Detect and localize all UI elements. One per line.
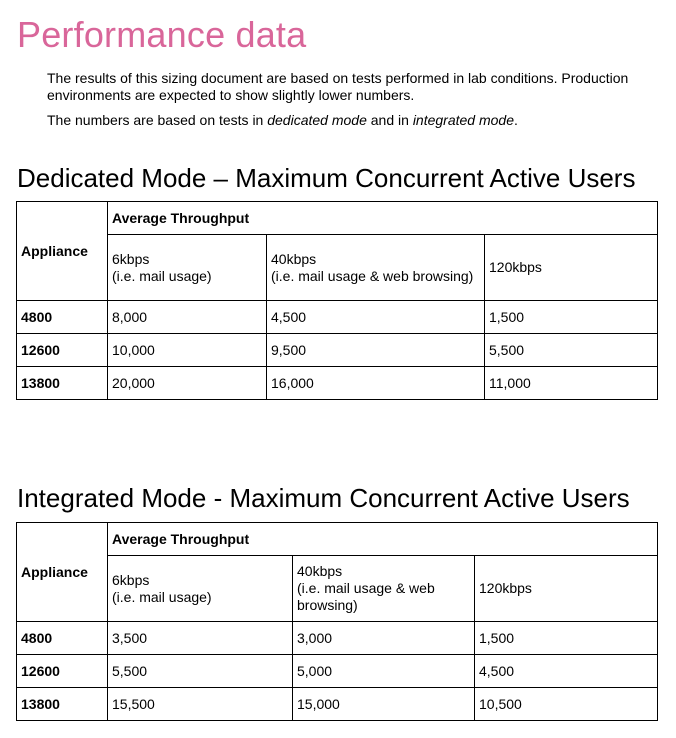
column-header-6kbps: 6kbps (i.e. mail usage) [108,556,293,622]
throughput-header: Average Throughput [108,523,658,556]
appliance-cell: 13800 [17,688,108,721]
value-cell: 15,000 [293,688,475,721]
table-header-row [17,523,658,556]
integrated-table [16,522,658,721]
column-header-120kbps: 120kbps [485,235,658,301]
appliance-cell: 12600 [17,334,108,367]
dedicated-mode-emphasis: dedicated mode [267,112,367,128]
value-cell: 11,000 [485,367,658,400]
value-cell: 3,500 [108,622,293,655]
table-row [17,301,658,334]
value-cell: 3,000 [293,622,475,655]
column-header-40kbps: 40kbps (i.e. mail usage & web browsing) [267,235,485,301]
dedicated-table [16,201,658,400]
value-cell: 4,500 [475,655,658,688]
value-cell: 1,500 [485,301,658,334]
intro-paragraph-2 [47,112,667,129]
appliance-cell: 13800 [17,367,108,400]
integrated-section-title: Integrated Mode - Maximum Concurrent Active Users [17,483,630,513]
value-cell: 10,500 [475,688,658,721]
intro-p2-mid: and in [366,112,413,128]
value-cell: 15,500 [108,688,293,721]
appliance-header: Appliance [17,523,108,622]
value-cell: 5,500 [485,334,658,367]
dedicated-section-title: Dedicated Mode – Maximum Concurrent Active Users [17,163,636,193]
value-cell: 1,500 [475,622,658,655]
value-cell: 4,500 [267,301,485,334]
appliance-cell: 12600 [17,655,108,688]
appliance-cell: 4800 [17,301,108,334]
value-cell: 5,500 [108,655,293,688]
value-cell: 8,000 [108,301,267,334]
table-row [17,622,658,655]
intro-p2-suffix: . [514,112,518,128]
appliance-header: Appliance [17,202,108,301]
column-header-40kbps: 40kbps (i.e. mail usage & web browsing) [293,556,475,622]
table-subheader-row [17,235,658,301]
table-header-row [17,202,658,235]
appliance-cell: 4800 [17,622,108,655]
value-cell: 20,000 [108,367,267,400]
column-header-6kbps: 6kbps (i.e. mail usage) [108,235,267,301]
throughput-header: Average Throughput [108,202,658,235]
intro-paragraph-1: The results of this sizing document are based on tests performed in lab conditions. Production environments are expected to show slightly lower numbers. [47,70,629,103]
table-row [17,655,658,688]
value-cell: 5,000 [293,655,475,688]
value-cell: 9,500 [267,334,485,367]
value-cell: 16,000 [267,367,485,400]
table-row [17,688,658,721]
page-title: Performance data [17,14,307,55]
column-header-120kbps: 120kbps [475,556,658,622]
table-subheader-row [17,556,658,622]
intro-text [47,70,667,137]
intro-p2-prefix: The numbers are based on tests in [47,112,268,128]
value-cell: 10,000 [108,334,267,367]
integrated-mode-emphasis: integrated mode [412,112,514,128]
table-row [17,367,658,400]
table-row [17,334,658,367]
